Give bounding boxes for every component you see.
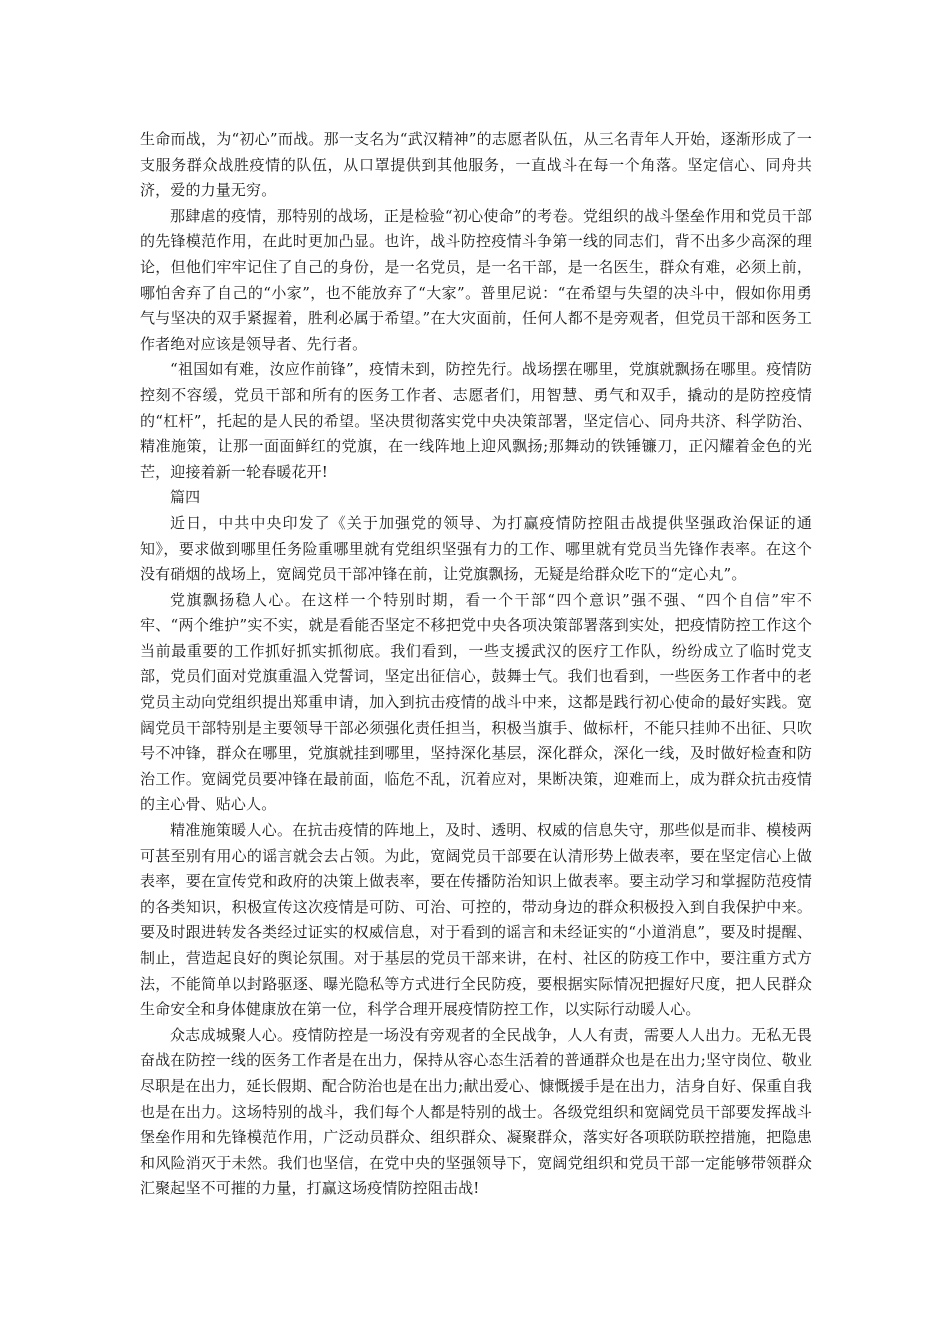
paragraph-notice: 近日，中共中央印发了《关于加强党的领导、为打赢疫情防控阻击战提供坚强政治保证的通知》，要求做到哪里任务险重哪里就有党组织坚强有力的工作、哪里就有党员当先锋作表率。在这个没有硝烟的战场上，宽阔党员干部冲锋在前，让党旗飘扬，无疑是给群众吃下的“定心丸”。 <box>140 513 812 584</box>
paragraph-continuation: 生命而战，为“初心”而战。那一支名为“武汉精神”的志愿者队伍，从三名青年人开始，逐渐形成了一支服务群众战胜疫情的队伍，从口罩提供到其他服务，一直战斗在每一个角落。坚定信心、同舟共济，爱的力量无穷。 <box>140 130 812 200</box>
paragraph-vanguard: “祖国如有难，汝应作前锋”，疫情未到，防控先行。战场摆在哪里，党旗就飘扬在哪里。疫情防控刻不容缓，党员干部和所有的医务工作者、志愿者们，用智慧、勇气和双手，撬动的是防控疫情的“杠杆”，托起的是人民的希望。坚决贯彻落实党中央决策部署，坚定信心、同舟共济、科学防治、精准施策，让那一面面鲜红的党旗，在一线阵地上迎风飘扬;那舞动的铁锤镰刀，正闪耀着金色的光芒，迎接着新一轮春暖花开! <box>140 360 812 481</box>
paragraph-exam: 那肆虐的疫情，那特别的战场，正是检验“初心使命”的考卷。党组织的战斗堡垒作用和党员干部的先锋模范作用，在此时更加凸显。也许，战斗防控疫情斗争第一线的同志们，背不出多少高深的理论，但他们牢牢记住了自己的身份，是一名党员，是一名干部，是一名医生，群众有难，必须上前，哪怕舍弃了自己的“小家”，也不能放弃了“大家”。普里尼说：“在希望与失望的决斗中，假如你用勇气与坚决的双手紧握着，胜利必属于希望。”在大灾面前，任何人都不是旁观者，但党员干部和医务工作者绝对应该是领导者、先行者。 <box>140 206 812 353</box>
paragraph-flag: 党旗飘扬稳人心。在这样一个特别时期，看一个干部“四个意识”强不强、“四个自信”牢不牢、“两个维护”实不实，就是看能否坚定不移把党中央各项决策部署落到实处，把疫情防控工作这个当前最重要的工作抓好抓实抓彻底。我们看到，一些支援武汉的医疗工作队，纷纷成立了临时党支部，党员们面对党旗重温入党誓词，坚定出征信心，鼓舞士气。我们也看到，一些医务工作者中的老党员主动向党组织提出郑重申请，加入到抗击疫情的战斗中来，这都是践行初心使命的最好实践。宽阔党员干部特别是主要领导干部必须强化责任担当，积极当旗手、做标杆，不能只挂帅不出征、只吹号不冲锋，群众在哪里，党旗就挂到哪里，坚持深化基层，深化群众，深化一线，及时做好检查和防治工作。宽阔党员要冲锋在最前面，临危不乱，沉着应对，果断决策，迎难而上，成为群众抗击疫情的主心骨、贴心人。 <box>140 590 812 814</box>
paragraph-unity: 众志成城聚人心。疫情防控是一场没有旁观者的全民战争，人人有责，需要人人出力。无私无畏奋战在防控一线的医务工作者是在出力，保持从容心态生活着的普通群众也是在出力;坚守岗位、敬业尽职是在出力，延长假期、配合防治也是在出力;献出爱心、慷慨援手是在出力，洁身自好、保重自我也是在出力。这场特别的战斗，我们每个人都是特别的战士。各级党组织和宽阔党员干部要发挥战斗堡垒作用和先锋模范作用，广泛动员群众、组织群众、凝聚群众，落实好各项联防联控措施，把隐患和风险消灭于未然。我们也坚信，在党中央的坚强领导下，宽阔党组织和党员干部一定能够带领群众汇聚起坚不可摧的力量，打赢这场疫情防控阻击战! <box>140 1025 812 1198</box>
paragraph-precise: 精准施策暖人心。在抗击疫情的阵地上，及时、透明、权威的信息失守，那些似是而非、模棱两可甚至别有用心的谣言就会去占领。为此，宽阔党员干部要在认清形势上做表率，要在坚定信心上做表率，要在宣传党和政府的决策上做表率，要在传播防治知识上做表率。要主动学习和掌握防范疫情的各类知识，积极宣传这次疫情是可防、可治、可控的，带动身边的群众积极投入到自我保护中来。要及时跟进转发各类经过证实的权威信息，对于看到的谣言和未经证实的“小道消息”，要及时提醒、制止，营造起良好的舆论氛围。对于基层的党员干部来讲，在村、社区的防疫工作中，要注重方式方法，不能简单以封路驱逐、曝光隐私等方式进行全民防疫，要根据实际情况把握好尺度，把人民群众生命安全和身体健康放在第一位，科学合理开展疫情防控工作，以实际行动暖人心。 <box>140 821 812 1019</box>
section-heading: 篇四 <box>170 488 201 507</box>
document-body <box>140 127 812 1202</box>
